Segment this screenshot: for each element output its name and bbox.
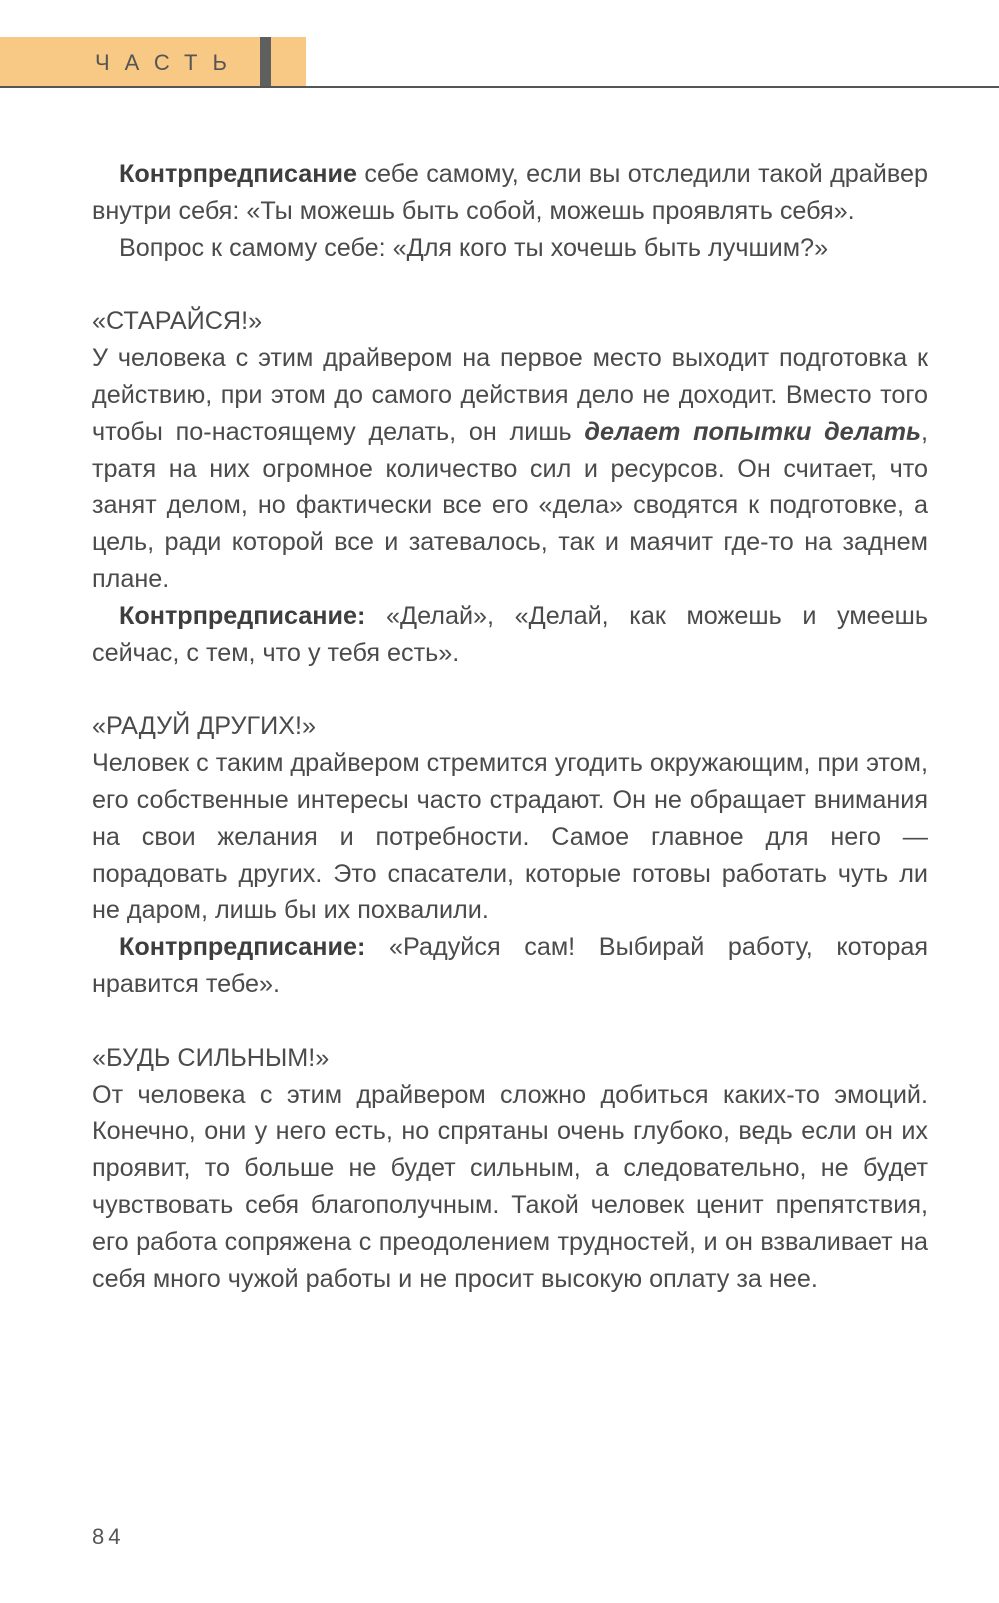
counter-injunction-label: Контрпредписание <box>119 160 358 188</box>
section-body-please-others: Человек с таким драйвером стремится угодить окружающим, при этом, его собственные интересы часто страдают. Он не обращает внимания на свои желания и потребности. Самое главное для него — порадовать других. Это спасатели, которые готовы работать чуть ли не даром, лишь бы их похвалили. <box>92 749 928 925</box>
header-rule <box>0 86 999 88</box>
page-number: 84 <box>92 1524 125 1549</box>
chapter-label: ЧАСТЬ <box>95 50 242 75</box>
section-heading-please-others: «РАДУЙ ДРУГИХ!» <box>92 712 317 741</box>
page-body <box>92 156 928 1297</box>
intro-paragraph: Контрпредписание себе самому, если вы отследили такой драйвер внутри себя: «Ты можешь быть собой, можешь проявлять себя». <box>92 160 928 225</box>
counter-injunction-please-others: Контрпредписание: «Радуйся сам! Выбирай работу, которая нравится тебе». <box>92 933 928 998</box>
chapter-tab-divider <box>260 37 271 87</box>
counter-injunction-try-hard: Контрпредписание: «Делай», «Делай, как можешь и умеешь сейчас, с тем, что у тебя есть». <box>92 601 928 667</box>
intro-question: Вопрос к самому себе: «Для кого ты хочешь быть лучшим?» <box>119 233 829 262</box>
emphasis-text: делает попытки делать <box>584 417 922 446</box>
section-heading-be-strong: «БУДЬ СИЛЬНЫМ!» <box>92 1043 330 1072</box>
section-body-be-strong: От человека с этим драйвером сложно добиться каких-то эмоций. Конечно, они у него есть, но спрятаны очень глубоко, ведь если он их проявит, то больше не будет сильным, а следовательно, не будет чувствовать себя благополучным. Такой человек ценит препятствия, его работа сопряжена с преодолением трудностей, и он взваливает на себя много чужой работы и не просит высокую оплату за нее. <box>92 1080 928 1293</box>
section-body-try-hard: У человека с этим драйвером на первое место выходит подготовка к действию, при этом до самого действия дело не доходит. Вместо того чтобы по-настоящему делать, он лишь делает попытки делать, тратя на них огромное количество сил и ресурсов. Он считает, что занят делом, но фактически все его «дела» сводятся к подготовке, а цель, ради которой все и затевалось, так и маячит где-то на заднем плане. <box>92 344 929 593</box>
section-heading-try-hard: «СТАРАЙСЯ!» <box>92 307 263 336</box>
